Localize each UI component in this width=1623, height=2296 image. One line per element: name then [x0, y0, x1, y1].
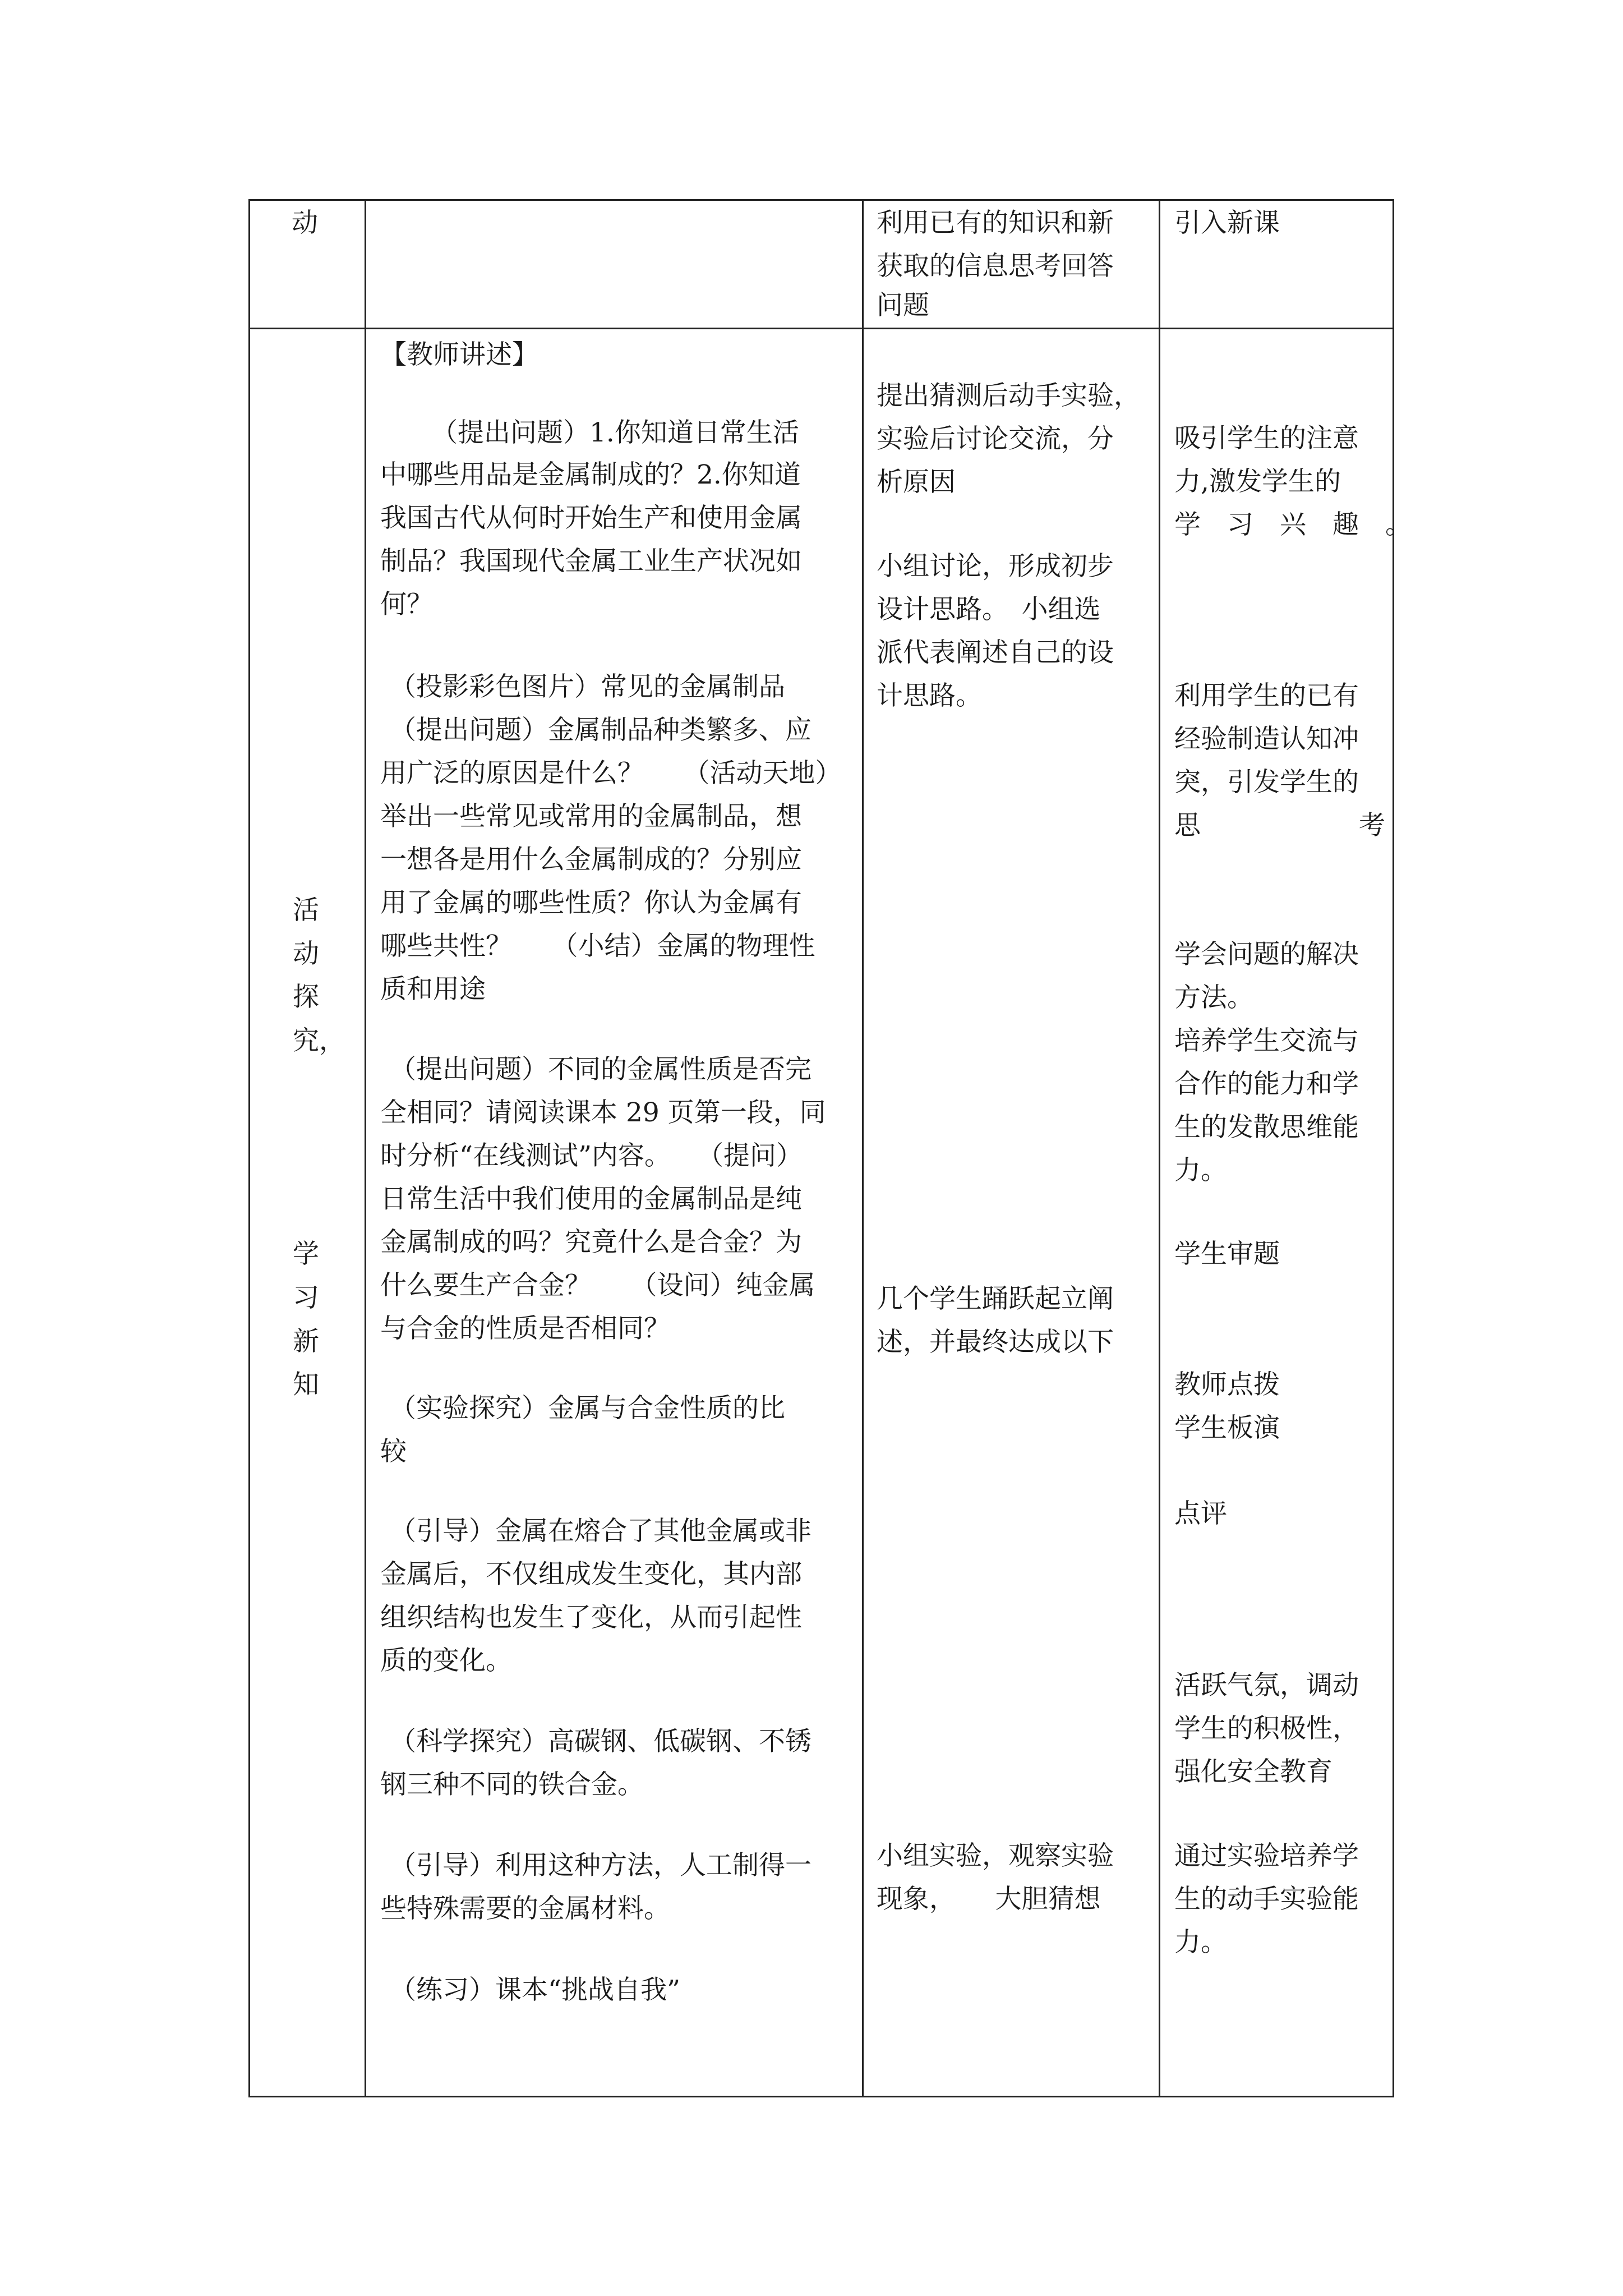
table-col-divider-3 [1159, 199, 1160, 2097]
teacher-line: 全相同？请阅读课本 29 页第一段，同 [380, 1097, 826, 1128]
intent-line: 强化安全教育 [1174, 1756, 1332, 1787]
student-line: 几个学生踊跃起立阐 [877, 1283, 1114, 1314]
intent-line: 培养学生交流与 [1174, 1025, 1359, 1056]
row1-stage-cell: 动 [292, 208, 318, 238]
teacher-line: 日常生活中我们使用的金属制品是纯 [380, 1184, 802, 1214]
teacher-heading: 【教师讲述】 [380, 339, 538, 370]
stage-char: 学 [293, 1239, 319, 1269]
table-border-bottom [248, 2096, 1394, 2097]
student-line: 设计思路。 小组选 [877, 594, 1101, 625]
table-border-right [1393, 199, 1394, 2097]
teacher-line: 质的变化。 [380, 1645, 512, 1676]
teacher-line: 什么要生产合金？ （设问）纯金属 [380, 1270, 815, 1301]
table-col-divider-1 [365, 199, 366, 2097]
teacher-line: 我国古代从何时开始生产和使用金属 [380, 503, 802, 533]
intent-line: 利用学生的已有 [1174, 680, 1359, 711]
row1-intent-cell: 引入新课 [1174, 208, 1280, 238]
intent-line: 力。 [1174, 1927, 1227, 1958]
teacher-line: （引导）利用这种方法，人工制得一 [390, 1850, 811, 1881]
teacher-line: 用广泛的原因是什么？ （活动天地） [380, 758, 842, 789]
intent-line: 学 习 兴 趣 。 [1174, 509, 1412, 540]
row1-student-line: 获取的信息思考回答 [877, 251, 1114, 282]
stage-char: 活 [293, 895, 319, 926]
intent-line: 吸引学生的注意 [1174, 423, 1359, 454]
stage-char: 探 [293, 982, 319, 1013]
teacher-line: 较 [380, 1436, 407, 1467]
intent-line: 力,激发学生的 [1174, 466, 1341, 497]
teacher-line: 用了金属的哪些性质？你认为金属有 [380, 887, 802, 918]
teacher-line: 一想各是用什么金属制成的？分别应 [380, 844, 802, 875]
intent-line: 经验制造认知冲 [1174, 724, 1359, 754]
teacher-line: （提出问题）金属制品种类繁多、应 [390, 715, 811, 746]
stage-char: 新 [293, 1326, 319, 1357]
stage-char: 习 [293, 1282, 319, 1313]
teacher-line: 时分析“在线测试”内容。 （提问） [380, 1140, 803, 1171]
teacher-line: 钢三种不同的铁合金。 [380, 1769, 644, 1800]
intent-line: 学生的积极性， [1174, 1713, 1359, 1744]
stage-char: 动 [293, 938, 319, 969]
teacher-line: （投影彩色图片）常见的金属制品 [390, 671, 785, 702]
teacher-line: 些特殊需要的金属材料。 [380, 1893, 670, 1924]
teacher-line: 组织结构也发生了变化，从而引起性 [380, 1602, 802, 1633]
student-line: 述，并最终达成以下 [877, 1327, 1114, 1358]
student-line: 现象， 大胆猜想 [877, 1884, 1101, 1915]
teacher-line: （提出问题）1.你知道日常生活 [431, 417, 799, 448]
teacher-line: （引导）金属在熔合了其他金属或非 [390, 1516, 811, 1547]
stage-char: 究， [293, 1025, 345, 1056]
intent-line: 突，引发学生的 [1174, 767, 1359, 798]
table-border-left [248, 199, 250, 2097]
teacher-line: 质和用途 [380, 974, 486, 1005]
table-border-top [248, 199, 1394, 201]
student-line: 实验后讨论交流，分 [877, 424, 1114, 454]
intent-line: 生的发散思维能 [1174, 1112, 1359, 1143]
stage-char: 知 [293, 1369, 319, 1400]
intent-line: 通过实验培养学 [1174, 1841, 1359, 1871]
teacher-line: 举出一些常见或常用的金属制品，想 [380, 801, 802, 832]
teacher-line: 哪些共性？ （小结）金属的物理性 [380, 931, 815, 961]
teacher-line: 金属后，不仅组成发生变化，其内部 [380, 1559, 802, 1590]
intent-line: 力。 [1174, 1155, 1227, 1186]
student-line: 计思路。 [877, 680, 982, 711]
teacher-line: 与合金的性质是否相同？ [380, 1313, 670, 1344]
student-line: 小组讨论，形成初步 [877, 551, 1114, 582]
teacher-line: 何？ [380, 589, 433, 620]
student-line: 派代表阐述自己的设 [877, 637, 1114, 668]
row1-student-line: 利用已有的知识和新 [877, 208, 1114, 238]
teacher-line: （提出问题）不同的金属性质是否完 [390, 1054, 811, 1085]
intent-line: 思 考 [1174, 810, 1385, 841]
teacher-line: （实验探究）金属与合金性质的比 [390, 1393, 785, 1424]
intent-line: 合作的能力和学 [1174, 1069, 1359, 1099]
intent-line: 教师点拨 [1174, 1369, 1280, 1400]
teacher-line: 中哪些用品是金属制成的？2.你知道 [380, 459, 801, 490]
teacher-line: （练习）课本“挑战自我” [390, 1975, 681, 2005]
intent-line: 学会问题的解决 [1174, 939, 1359, 970]
student-line: 小组实验，观察实验 [877, 1841, 1114, 1871]
intent-line: 生的动手实验能 [1174, 1884, 1359, 1915]
teacher-line: 制品？我国现代金属工业生产状况如 [380, 546, 802, 577]
intent-line: 学生审题 [1174, 1239, 1280, 1269]
intent-line: 学生板演 [1174, 1412, 1280, 1443]
table-col-divider-2 [862, 199, 864, 2097]
teacher-line: 金属制成的吗？究竟什么是合金？为 [380, 1227, 802, 1258]
table-row-divider [248, 328, 1394, 329]
teacher-line: （科学探究）高碳钢、低碳钢、不锈 [390, 1726, 811, 1757]
student-line: 析原因 [877, 467, 956, 498]
intent-line: 点评 [1174, 1498, 1227, 1529]
student-line: 提出猜测后动手实验， [877, 380, 1140, 411]
row1-student-line: 问题 [877, 290, 929, 321]
intent-line: 活跃气氛，调动 [1174, 1670, 1359, 1701]
intent-line: 方法。 [1174, 982, 1253, 1013]
